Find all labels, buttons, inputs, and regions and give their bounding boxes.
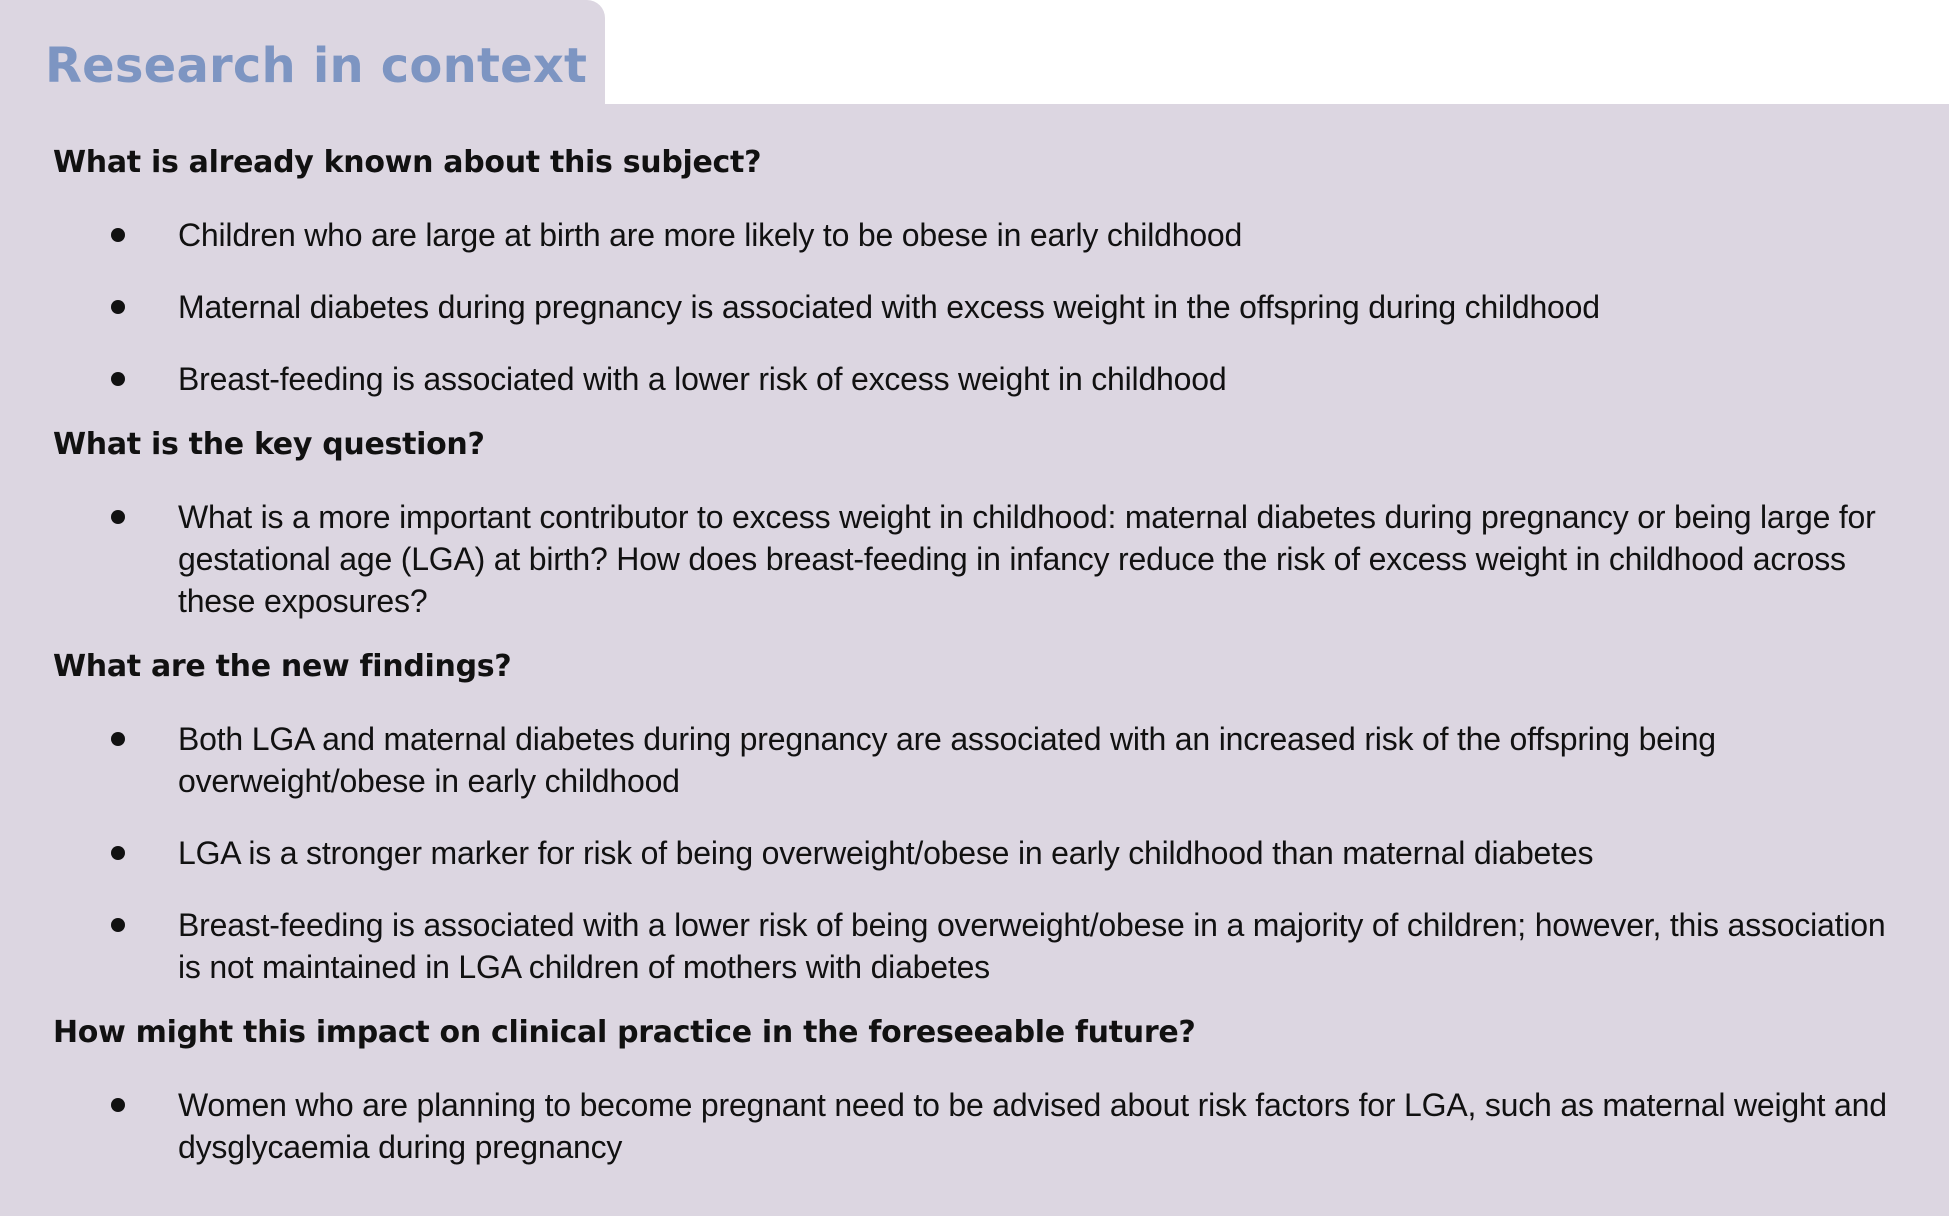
bullet-dot-icon	[111, 732, 125, 746]
bullet-text: Breast-feeding is associated with a lower risk of excess weight in childhood	[178, 361, 1227, 397]
list-item	[53, 496, 1909, 622]
list-item	[53, 286, 1909, 328]
bullet-text: Breast-feeding is associated with a lower risk of being overweight/obese in a majority of children; however, this association is not maintained in LGA children of mothers with diabetes	[178, 907, 1886, 985]
bullet-text: What is a more important contributor to excess weight in childhood: maternal diabetes during pregnancy or being large for gestational age (LGA) at birth? How does breast-feeding in infancy reduce the risk of excess weight in childhood across these exposures?	[178, 499, 1876, 619]
title-tab	[0, 0, 605, 112]
bullet-dot-icon	[111, 918, 125, 932]
bullet-dot-icon	[111, 300, 125, 314]
bullet-dot-icon	[111, 510, 125, 524]
bullet-dot-icon	[111, 228, 125, 242]
list-item	[53, 1084, 1909, 1168]
bullet-list	[53, 1084, 1909, 1168]
list-item	[53, 358, 1909, 400]
research-in-context-content	[53, 142, 1909, 1192]
list-item	[53, 832, 1909, 874]
bullet-text: Women who are planning to become pregnant need to be advised about risk factors for LGA, such as maternal weight and dysglycaemia during pregnancy	[178, 1087, 1887, 1165]
section-known	[53, 142, 1909, 400]
bullet-text: Maternal diabetes during pregnancy is associated with excess weight in the offspring during childhood	[178, 289, 1600, 325]
list-item	[53, 718, 1909, 802]
section-heading: How might this impact on clinical practice in the foreseeable future?	[53, 1015, 1196, 1050]
bullet-list	[53, 718, 1909, 988]
section-clinical-impact	[53, 1012, 1909, 1168]
bullet-list	[53, 214, 1909, 400]
box-title: Research in context	[45, 38, 588, 94]
bullet-dot-icon	[111, 372, 125, 386]
bullet-text: Children who are large at birth are more likely to be obese in early childhood	[178, 217, 1243, 253]
section-heading: What are the new findings?	[53, 649, 512, 684]
bullet-dot-icon	[111, 846, 125, 860]
bullet-text: LGA is a stronger marker for risk of being overweight/obese in early childhood than maternal diabetes	[178, 835, 1594, 871]
bullet-text: Both LGA and maternal diabetes during pregnancy are associated with an increased risk of the offspring being overweight/obese in early childhood	[178, 721, 1716, 799]
list-item	[53, 904, 1909, 988]
section-key-question	[53, 424, 1909, 622]
section-heading: What is the key question?	[53, 427, 485, 462]
bullet-list	[53, 496, 1909, 622]
section-new-findings	[53, 646, 1909, 988]
section-heading: What is already known about this subject?	[53, 145, 762, 180]
list-item	[53, 214, 1909, 256]
bullet-dot-icon	[111, 1098, 125, 1112]
